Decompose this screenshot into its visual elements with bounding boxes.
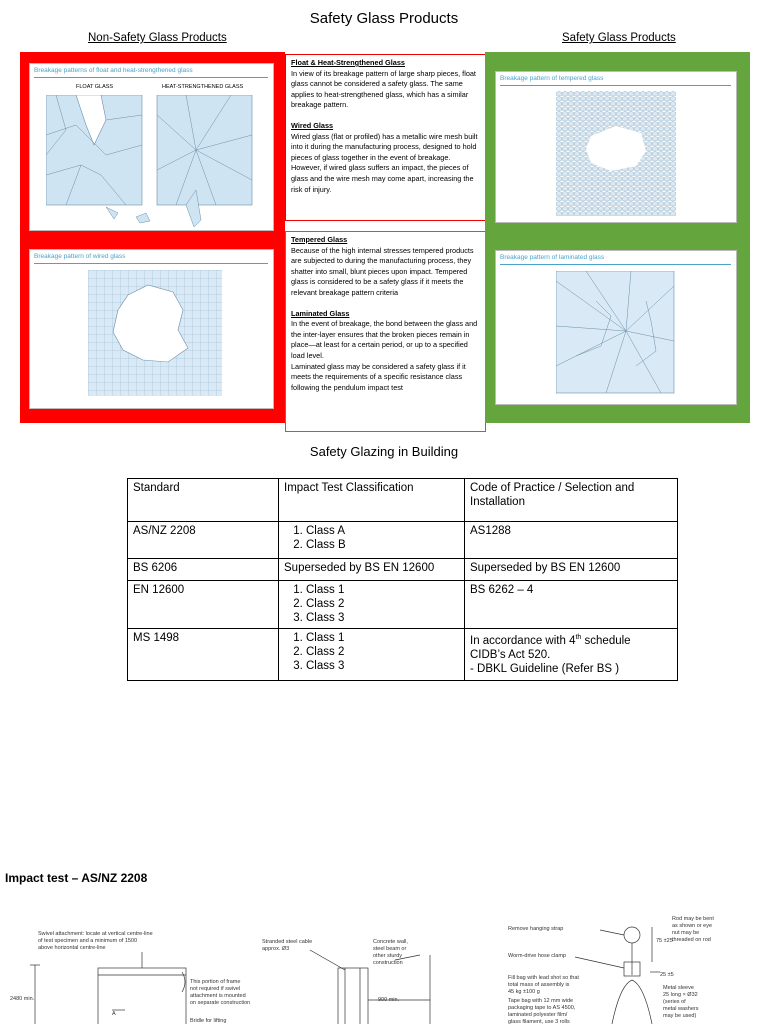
safety-panel bbox=[485, 52, 750, 423]
impact-test-heading: Impact test – AS/NZ 2208 bbox=[5, 871, 148, 885]
float-caption: Breakage patterns of float and heat-strengthened glass bbox=[34, 67, 193, 74]
wired-glass-figure bbox=[29, 249, 274, 409]
diagram-label: Bridle for lifting bbox=[190, 1018, 227, 1024]
section-title: Safety Glazing in Building bbox=[309, 444, 459, 459]
diagram-label: Concrete wall, bbox=[373, 939, 408, 945]
cell-classification bbox=[279, 581, 465, 629]
diagram-label: Remove hanging strap bbox=[508, 926, 564, 932]
heat-label: HEAT-STRENGTHENED GLASS bbox=[162, 84, 244, 90]
diagram-label: Stranded steel cable bbox=[262, 939, 313, 945]
diagram-label: 25 ±5 bbox=[660, 972, 674, 978]
table-row bbox=[128, 581, 678, 629]
cell-code: Superseded by BS EN 12600 bbox=[465, 559, 678, 581]
diagram-label: packaging tape to AS 4500, bbox=[508, 1005, 576, 1011]
laminated-breakage-illustration bbox=[556, 271, 676, 395]
laminated-caption: Breakage pattern of laminated glass bbox=[500, 254, 605, 261]
float-heading: Float & Heat-Strengthened Glass bbox=[291, 58, 405, 67]
diagram-label: 45 kg ±100 g bbox=[508, 989, 540, 995]
code-line-2: CIDB’s Act 520. bbox=[470, 648, 551, 661]
cell-code: AS1288 bbox=[465, 522, 678, 559]
list-item: 2. Class 2 bbox=[306, 597, 459, 611]
diagram-label: A bbox=[112, 1011, 116, 1017]
diagram-label: steel beam or bbox=[373, 946, 407, 952]
diagram-label: may be used) bbox=[663, 1013, 697, 1019]
tempered-breakage-illustration bbox=[556, 91, 676, 216]
header-classification: Impact Test Classification bbox=[279, 479, 465, 522]
wired-heading: Wired Glass bbox=[291, 120, 334, 130]
diagram-label: other sturdy bbox=[373, 953, 403, 959]
diagram-label: metal washers bbox=[663, 1006, 699, 1012]
cell-classification bbox=[279, 629, 465, 681]
diagram-label: laminated polyester film/ bbox=[508, 1012, 568, 1018]
diagram-label: of test specimen and a minimum of 1500 bbox=[38, 938, 138, 944]
cell-classification: Superseded by BS EN 12600 bbox=[279, 559, 465, 581]
non-safety-heading: Non-Safety Glass Products bbox=[88, 32, 227, 44]
laminated-heading: Laminated Glass bbox=[291, 308, 350, 318]
diagram-label: attachment is mounted bbox=[190, 993, 246, 999]
cell-classification bbox=[279, 522, 465, 559]
header-code: Code of Practice / Selection and Installation bbox=[465, 479, 678, 522]
diagram-label: 25 long × Ø32 bbox=[663, 992, 698, 998]
code-line-3: - DBKL Guideline (Refer BS ) bbox=[470, 662, 620, 675]
wired-breakage-illustration bbox=[88, 270, 222, 396]
diagram-label: as shown or eye bbox=[672, 923, 713, 929]
cell-standard: BS 6206 bbox=[128, 559, 279, 581]
list-item: 3. Class 3 bbox=[306, 611, 459, 625]
diagram-label: approx. Ø3 bbox=[262, 946, 290, 952]
float-glass-figure bbox=[29, 63, 274, 231]
cell-standard: MS 1498 bbox=[128, 629, 279, 681]
non-safety-text-box bbox=[285, 54, 486, 221]
diagram-label: construction bbox=[373, 960, 403, 966]
list-item: 1. Class 1 bbox=[306, 631, 459, 645]
safety-text-box bbox=[285, 231, 486, 432]
laminated-glass-figure bbox=[495, 250, 737, 405]
cell-code bbox=[465, 629, 678, 681]
diagram-label: 900 min. bbox=[378, 997, 400, 1003]
wired-caption: Breakage pattern of wired glass bbox=[34, 253, 126, 260]
cell-standard: AS/NZ 2208 bbox=[128, 522, 279, 559]
wired-text: Wired glass (flat or profiled) has a metallic wire mesh built into it during the manufacturing process, designed to hold pieces of glass together in the event of breakage. However, if wired glass suffers an impact, the pieces of glass and the wire mesh may come apart, increasing the risk of injury. bbox=[291, 131, 478, 194]
impact-test-diagram bbox=[0, 900, 768, 1024]
float-text: In view of its breakage pattern of large sharp pieces, float glass cannot be considered a safety glass. The same applies to heat-strengthened glass, which has a similar breakage pattern. bbox=[291, 68, 476, 110]
float-label: FLOAT GLASS bbox=[76, 84, 114, 90]
diagram-label: Swivel attachment: locate at vertical centre-line bbox=[38, 931, 153, 937]
header-standard: Standard bbox=[128, 479, 279, 522]
code-line-1: In accordance with 4th schedule bbox=[470, 634, 631, 647]
cell-standard: EN 12600 bbox=[128, 581, 279, 629]
safety-heading: Safety Glass Products bbox=[562, 32, 676, 44]
diagram-label: above horizontal centre-line bbox=[38, 945, 106, 951]
tempered-caption: Breakage pattern of tempered glass bbox=[500, 75, 604, 82]
diagram-label: Fill bag with lead shot so that bbox=[508, 975, 579, 981]
diagram-label: This portion of frame bbox=[190, 979, 241, 985]
tempered-text: Because of the high internal stresses tempered products are subjected to during the manufacturing process, they shatter into small, blunt pieces upon impact. Tempered glass is considered to be a safety glass if it meets the relevant breakage pattern criteria bbox=[291, 245, 474, 297]
diagram-label: not required if swivel bbox=[190, 986, 241, 992]
diagram-label: (series of bbox=[663, 999, 686, 1005]
diagram-label: nut may be bbox=[672, 930, 700, 936]
diagram-label: total mass of assembly is bbox=[508, 982, 570, 988]
list-item: 1. Class 1 bbox=[306, 583, 459, 597]
list-item: 3. Class 3 bbox=[306, 659, 459, 673]
diagram-label: glass filament, use 3 rolls bbox=[508, 1019, 570, 1024]
table-row bbox=[128, 522, 678, 559]
diagram-label: 2480 min. bbox=[10, 996, 35, 1002]
diagram-label: Metal sleeve bbox=[663, 985, 694, 991]
standards-table bbox=[127, 478, 678, 681]
list-item: 2. Class B bbox=[306, 538, 459, 552]
diagram-label: Tape bag with 12 mm wide bbox=[508, 998, 574, 1004]
table-row bbox=[128, 559, 678, 581]
tempered-heading: Tempered Glass bbox=[291, 235, 348, 244]
table-row bbox=[128, 629, 678, 681]
non-safety-panel bbox=[20, 52, 285, 423]
table-header-row bbox=[128, 479, 678, 522]
diagram-label: Worm-drive hose clamp bbox=[508, 953, 566, 959]
list-item: 1. Class A bbox=[306, 524, 459, 538]
list-item: 2. Class 2 bbox=[306, 645, 459, 659]
cell-code: BS 6262 – 4 bbox=[465, 581, 678, 629]
diagram-label: on separate construction bbox=[190, 1000, 251, 1006]
float-breakage-illustration bbox=[46, 95, 268, 230]
page-title: Safety Glass Products bbox=[309, 10, 459, 27]
laminated-text-2: Laminated glass may be considered a safety glass if it meets the requirements of a specific resistance class following the pendulum impact test bbox=[291, 361, 466, 392]
laminated-text: In the event of breakage, the bond between the glass and the inter-layer ensures that the broken pieces remain in place—at least for a certain period, or up to a specified load level. bbox=[291, 319, 478, 360]
diagram-label: threaded on rod bbox=[672, 937, 711, 943]
diagram-label: 75 ±25 bbox=[656, 938, 673, 944]
diagram-label: Rod may be bent bbox=[672, 916, 714, 922]
tempered-glass-figure bbox=[495, 71, 737, 223]
